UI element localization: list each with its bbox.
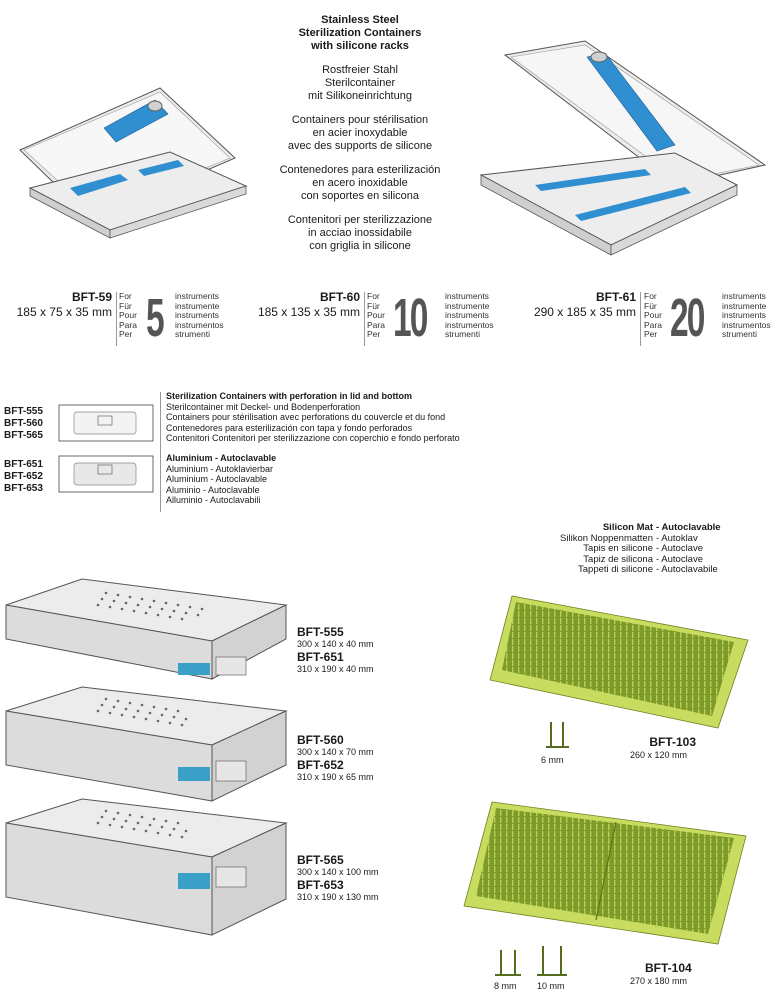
for-word: Pour	[644, 310, 662, 321]
product-code: BFT-653	[297, 878, 344, 892]
silicone-mat-bft104-image	[462, 796, 752, 948]
for-word: Für	[119, 300, 132, 311]
instrument-word: instruments	[445, 310, 489, 321]
instrument-word: instrumente	[445, 300, 490, 311]
description-line: Aluminium - Autoklavierbar	[166, 463, 274, 474]
instrument-word: strumenti	[445, 329, 480, 340]
container-label-1	[297, 625, 374, 675]
product-size: 310 x 190 x 130 mm	[297, 892, 379, 902]
rack-dims: 185 x 135 x 35 mm	[257, 305, 360, 319]
header-de	[255, 64, 465, 103]
description-line: Contenedores para esterilización con tapa y fondo perforados	[166, 422, 413, 433]
container-bft555-image	[2, 575, 292, 695]
product-code: BFT-651	[297, 650, 344, 664]
for-word: Per	[119, 329, 133, 340]
header-fr	[255, 114, 465, 153]
instrument-word: instruments	[722, 310, 766, 321]
product-code: BFT-103	[649, 735, 696, 749]
for-word: For	[644, 291, 657, 301]
instrument-word: instruments	[175, 291, 219, 301]
mat-property: - Autoclavable	[656, 522, 721, 533]
header-de-line: Rostfreier Stahl	[322, 64, 398, 76]
for-word: Para	[644, 319, 662, 330]
instrument-words	[722, 292, 771, 340]
instrument-words	[175, 292, 224, 340]
container-bft565-image	[2, 795, 292, 945]
container-bft560-image	[2, 683, 292, 813]
instrument-count: 5	[146, 288, 163, 348]
instrument-word: instruments	[175, 310, 219, 321]
header-it-line: Contenitori per sterilizzazione	[287, 214, 433, 226]
pin-6mm-icon	[545, 718, 571, 752]
mat-property: - Autoclave	[656, 553, 703, 565]
divider	[116, 292, 117, 346]
perforated-title: Sterilization Containers with perforation in lid and bottom	[166, 391, 413, 401]
pin-10mm-icon	[535, 944, 569, 978]
silicon-mat-names	[520, 523, 653, 576]
header-text	[255, 14, 465, 264]
product-size: 300 x 140 x 100 mm	[297, 867, 379, 877]
instrument-word: instrumente	[722, 300, 767, 311]
header-fr-line: avec des supports de silicone	[287, 140, 433, 152]
header-fr-line: Containers pour stérilisation	[291, 114, 429, 126]
instrument-word: instrumentos	[175, 319, 224, 330]
instrument-words	[445, 292, 494, 340]
pin-8mm-icon	[493, 946, 523, 978]
header-en-line: with silicone racks	[311, 40, 409, 52]
for-word: Per	[644, 329, 658, 340]
instrument-count: 20	[670, 288, 704, 348]
product-size: 300 x 140 x 40 mm	[297, 639, 374, 649]
description-line: Containers pour stérilisation avec perforations du couvercle et du fond	[166, 412, 446, 422]
product-code: BFT-653	[4, 483, 43, 494]
container-label-2	[297, 733, 374, 783]
for-words	[644, 292, 662, 340]
pin-size-label: 6 mm	[541, 755, 564, 765]
for-word: Für	[644, 300, 657, 311]
mat-size: 270 x 180 mm	[630, 976, 688, 986]
instrument-word: strumenti	[722, 329, 757, 340]
header-en-line: Stainless Steel	[321, 14, 399, 26]
product-code: BFT-652	[297, 758, 344, 772]
for-word: Para	[119, 319, 137, 330]
header-it-line: con griglia in silicone	[309, 240, 411, 252]
product-code: BFT-555	[297, 625, 344, 639]
description-line: Sterilcontainer mit Deckel- und Bodenperforation	[166, 401, 361, 412]
instrument-word: instruments	[445, 291, 489, 301]
mat-property: - Autoclave	[656, 543, 703, 555]
mat-name: Tappeti di silicone	[578, 564, 653, 576]
instrument-count: 10	[393, 288, 427, 348]
mat-label-1	[646, 735, 696, 749]
rack-code: BFT-60	[319, 290, 360, 304]
header-es-line: con soportes en silicona	[300, 190, 419, 202]
description-line: Alluminio - Autoclavabili	[166, 495, 261, 505]
mat-name: Silikon Noppenmatten	[560, 532, 653, 544]
mat-property: - Autoklav	[656, 532, 698, 544]
for-word: Pour	[119, 310, 137, 321]
product-code: BFT-560	[4, 418, 43, 429]
rack-code: BFT-59	[71, 290, 112, 304]
for-word: Para	[367, 319, 385, 330]
perforated-codes-alu	[4, 459, 43, 495]
for-word: For	[367, 291, 380, 301]
product-code: BFT-560	[297, 733, 344, 747]
product-size: 310 x 190 x 40 mm	[297, 664, 374, 674]
for-word: Per	[367, 329, 381, 340]
for-words	[119, 292, 137, 340]
header-de-line: Sterilcontainer	[324, 77, 396, 89]
product-code: BFT-565	[297, 853, 344, 867]
perforated-codes-steel	[4, 406, 43, 442]
product-size: 310 x 190 x 65 mm	[297, 772, 374, 782]
for-word: For	[119, 291, 132, 301]
mat-property: - Autoclavabile	[656, 564, 718, 576]
rack-container-small-image	[10, 70, 260, 240]
silicon-mat-properties	[656, 523, 721, 576]
mat-name: Tapiz de silicona	[583, 553, 653, 565]
rack-dims: 185 x 75 x 35 mm	[16, 305, 112, 319]
for-words	[367, 292, 385, 340]
container-label-3	[297, 853, 379, 903]
description-line: Contenitori Contenitori per sterilizzazione con coperchio e fondo perforato	[166, 433, 460, 443]
pin-size-label: 10 mm	[537, 981, 565, 991]
divider	[640, 292, 641, 346]
product-code: BFT-565	[4, 430, 43, 441]
header-de-line: mit Silikoneinrichtung	[308, 90, 412, 102]
product-code: BFT-104	[645, 961, 692, 975]
product-size: 300 x 140 x 70 mm	[297, 747, 374, 757]
product-code: BFT-652	[4, 471, 43, 482]
instrument-word: instrumentos	[722, 319, 771, 330]
alu-container-thumbnail	[58, 455, 154, 493]
mat-size: 260 x 120 mm	[630, 750, 688, 760]
product-code: BFT-651	[4, 459, 43, 470]
instrument-word: strumenti	[175, 329, 210, 340]
header-es	[255, 164, 465, 203]
instrument-word: instruments	[722, 291, 766, 301]
divider	[160, 392, 161, 512]
rack-code: BFT-61	[595, 290, 636, 304]
aluminium-title: Aluminium - Autoclavable	[166, 453, 277, 463]
instrument-word: instrumentos	[445, 319, 494, 330]
header-en	[255, 14, 465, 53]
header-en-line: Sterilization Containers	[298, 27, 422, 39]
for-word: Pour	[367, 310, 385, 321]
header-it-line: in acciao inossidabile	[308, 227, 412, 239]
rack-container-large-image	[475, 35, 775, 260]
mat-name: Tapis en silicone	[583, 543, 653, 555]
pin-size-label: 8 mm	[494, 981, 517, 991]
aluminium-description	[166, 453, 276, 506]
for-word: Für	[367, 300, 380, 311]
description-line: Aluminium - Autoclavable	[166, 474, 268, 484]
header-it	[255, 214, 465, 253]
silicone-mat-bft103-image	[486, 590, 756, 732]
mat-name: Silicon Mat	[602, 522, 653, 533]
rack-dims: 290 x 185 x 35 mm	[533, 305, 636, 319]
description-line: Aluminio - Autoclavable	[166, 484, 260, 495]
header-es-line: en acero inoxidable	[312, 177, 408, 189]
divider	[364, 292, 365, 346]
steel-container-thumbnail	[58, 404, 154, 442]
perforated-description	[166, 391, 460, 444]
product-code: BFT-555	[4, 406, 43, 417]
header-fr-line: en acier inoxydable	[312, 127, 408, 139]
header-es-line: Contenedores para esterilización	[279, 164, 441, 176]
instrument-word: instrumente	[175, 300, 220, 311]
